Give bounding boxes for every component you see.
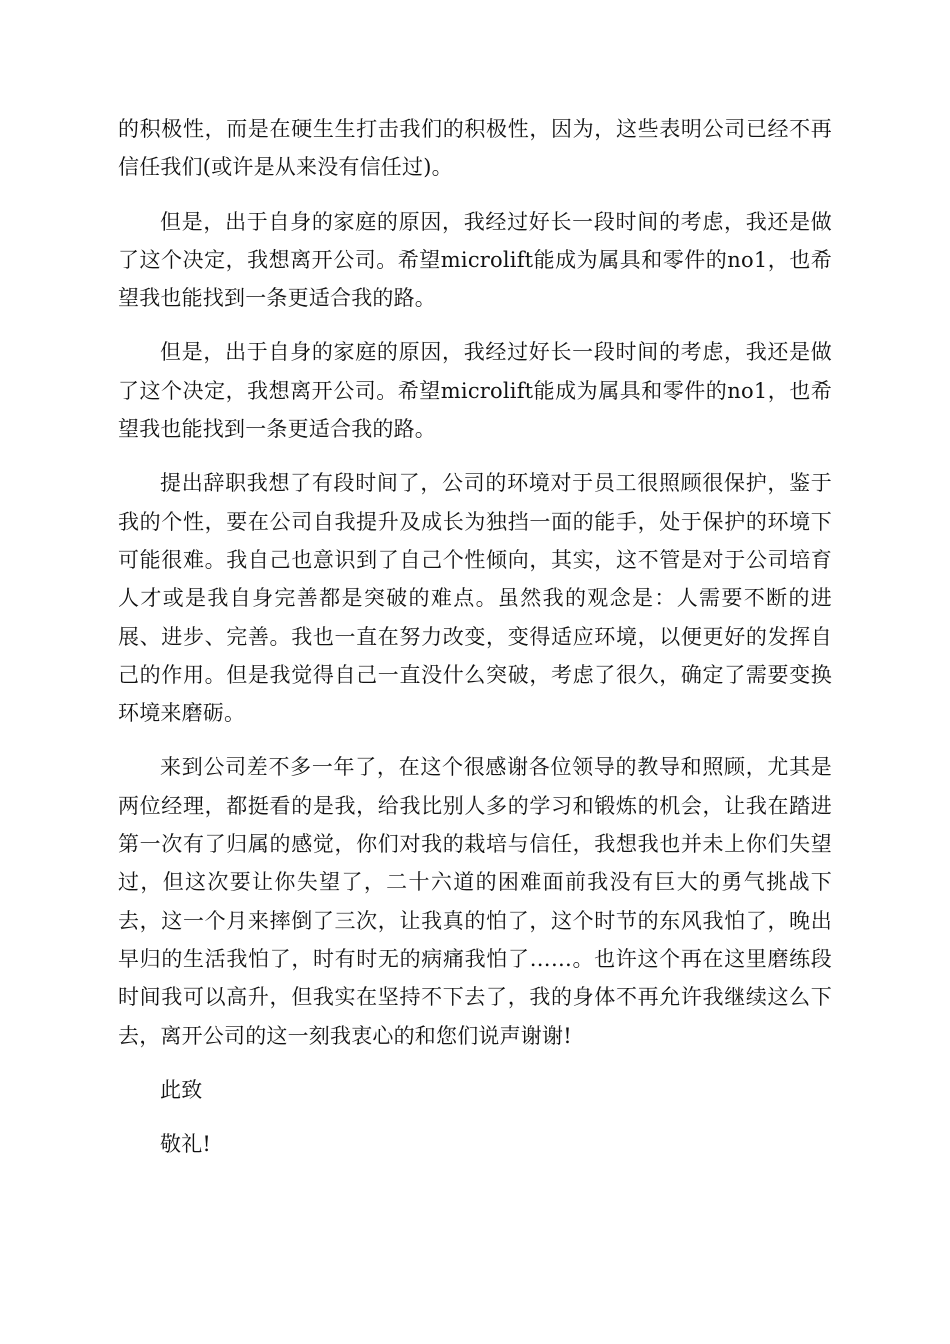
paragraph-continuation: 的积极性，而是在硬生生打击我们的积极性，因为，这些表明公司已经不再信任我们(或许是从来没有信任过)。 [118, 117, 832, 180]
document-body [118, 110, 832, 1179]
closing-salutation: 此致 [160, 1077, 203, 1102]
paragraph-resignation-reason: 提出辞职我想了有段时间了，公司的环境对于员工很照顾很保护，鉴于我的个性，要在公司自我提升及成长为独挡一面的能手，处于保护的环境下可能很难。我自己也意识到了自己个性倾向，其实，这不管是对于公司培育人才或是我自身完善都是突破的难点。虽然我的观念是：人需要不断的进展、进步、完善。我也一直在努力改变，变得适应环境，以便更好的发挥自己的作用。但是我觉得自己一直没什么突破，考虑了很久，确定了需要变换环境来磨砺。 [118, 471, 832, 726]
paragraph-decision-repeat: 但是，出于自身的家庭的原因，我经过好长一段时间的考虑，我还是做了这个决定，我想离开公司。希望microlift能成为属具和零件的no1，也希望我也能找到一条更适合我的路。 [118, 340, 832, 442]
closing-regards: 敬礼! [160, 1132, 212, 1157]
paragraph-decision: 但是，出于自身的家庭的原因，我经过好长一段时间的考虑，我还是做了这个决定，我想离开公司。希望microlift能成为属具和零件的no1，也希望我也能找到一条更适合我的路。 [118, 209, 832, 311]
paragraph-gratitude: 来到公司差不多一年了，在这个很感谢各位领导的教导和照顾，尤其是两位经理，都挺看的是我，给我比别人多的学习和锻炼的机会，让我在踏进第一次有了归属的感觉，你们对我的栽培与信任，我想我也并未上你们失望过，但这次要让你失望了，二十六道的困难面前我没有巨大的勇气挑战下去，这一个月来摔倒了三次，让我真的怕了，这个时节的东风我怕了，晚出早归的生活我怕了，时有时无的病痛我怕了……。也许这个再在这里磨练段时间我可以高升，但我实在坚持不下去了，我的身体不再允许我继续这么下去，离开公司的这一刻我衷心的和您们说声谢谢! [118, 755, 832, 1048]
